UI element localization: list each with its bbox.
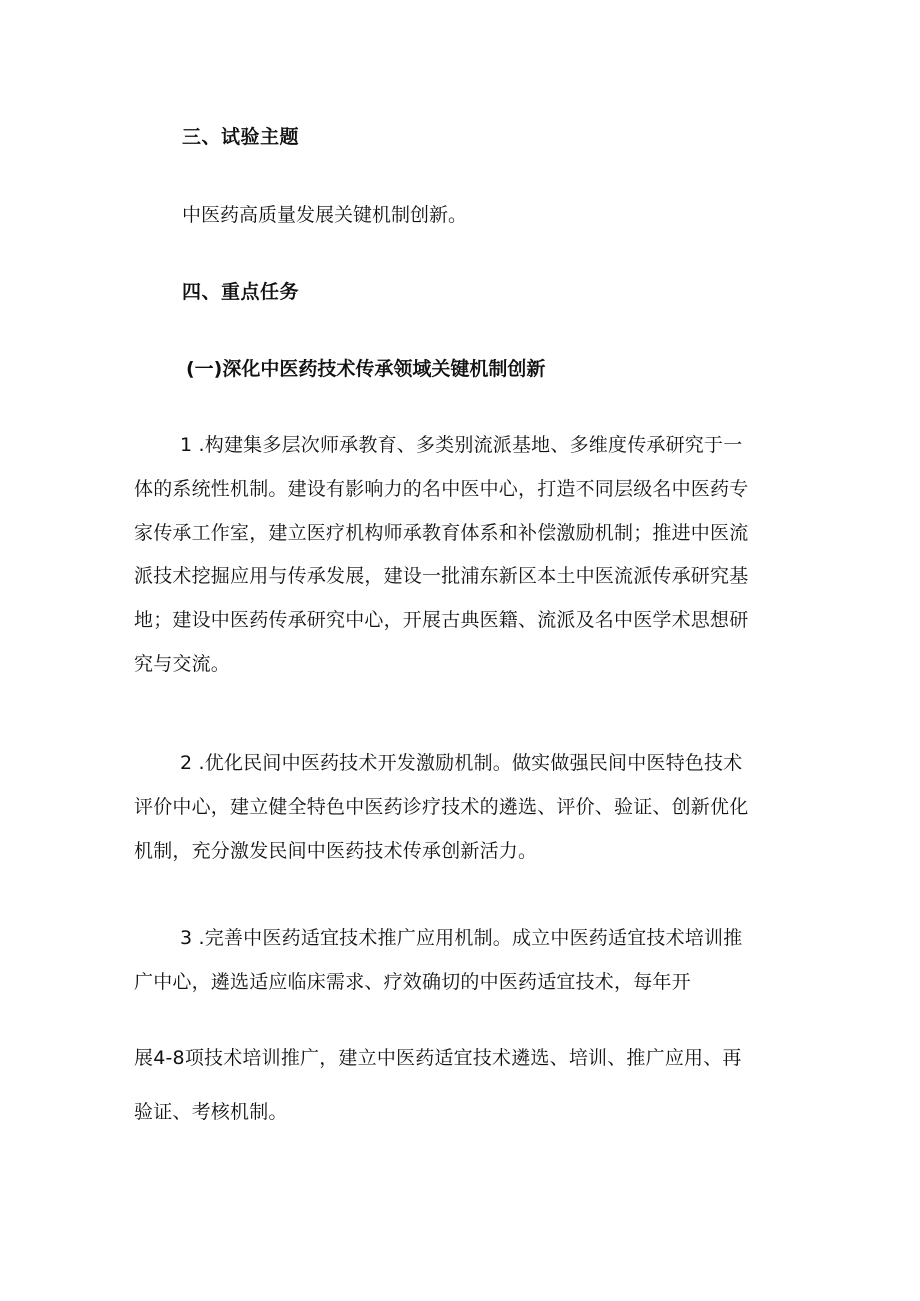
item-1-line-1-text: .构建集多层次师承教育、多类别流派基地、多维度传承研究于一 xyxy=(198,434,743,456)
item-1-line-6: 究与交流。 xyxy=(134,653,231,675)
item-3-line-1 xyxy=(180,923,742,950)
item-1-line-3: 家传承工作室，建立医疗机构师承教育体系和补偿激励机制；推进中医流 xyxy=(134,522,749,544)
item-2-line-1-text: .优化民间中医药技术开发激励机制。做实做强民间中医特色技术 xyxy=(198,752,743,774)
item-2-number: 2 xyxy=(180,752,193,774)
item-2-line-3: 机制，充分激发民间中医药技术传承创新活力。 xyxy=(134,840,538,862)
item-3-number: 3 xyxy=(180,927,193,949)
item-3-line-1-text: .完善中医药适宜技术推广应用机制。成立中医药适宜技术培训推 xyxy=(198,927,743,949)
item-1-line-1 xyxy=(180,430,742,457)
item-2-line-2: 评价中心，建立健全特色中医药诊疗技术的遴选、评价、验证、创新优化 xyxy=(134,796,749,818)
section-3-title: 三、试验主题 xyxy=(182,126,300,148)
section-4-title: 四、重点任务 xyxy=(182,281,300,303)
item-1-number: 1 xyxy=(180,434,193,456)
item-1-line-4: 派技术挖掘应用与传承发展，建设一批浦东新区本土中医流派传承研究基 xyxy=(134,565,749,587)
item-3-line-4: 验证、考核机制。 xyxy=(134,1101,288,1123)
item-3-line-2: 广中心，遴选适应临床需求、疗效确切的中医药适宜技术，每年开 xyxy=(134,971,691,993)
item-2-line-1 xyxy=(180,748,742,775)
item-1-line-5: 地；建设中医药传承研究中心，开展古典医籍、流派及名中医学术思想研 xyxy=(134,609,749,631)
item-3-line-3: 展4-8项技术培训推广，建立中医药适宜技术遴选、培训、推广应用、再 xyxy=(134,1047,742,1069)
section-3-text: 中医药高质量发展关键机制创新。 xyxy=(182,204,468,226)
subsection-1-title: (一)深化中医药技术传承领域关键机制创新 xyxy=(186,358,546,380)
item-1-line-2: 体的系统性机制。建设有影响力的名中医中心，打造不同层级名中医药专 xyxy=(134,478,749,500)
